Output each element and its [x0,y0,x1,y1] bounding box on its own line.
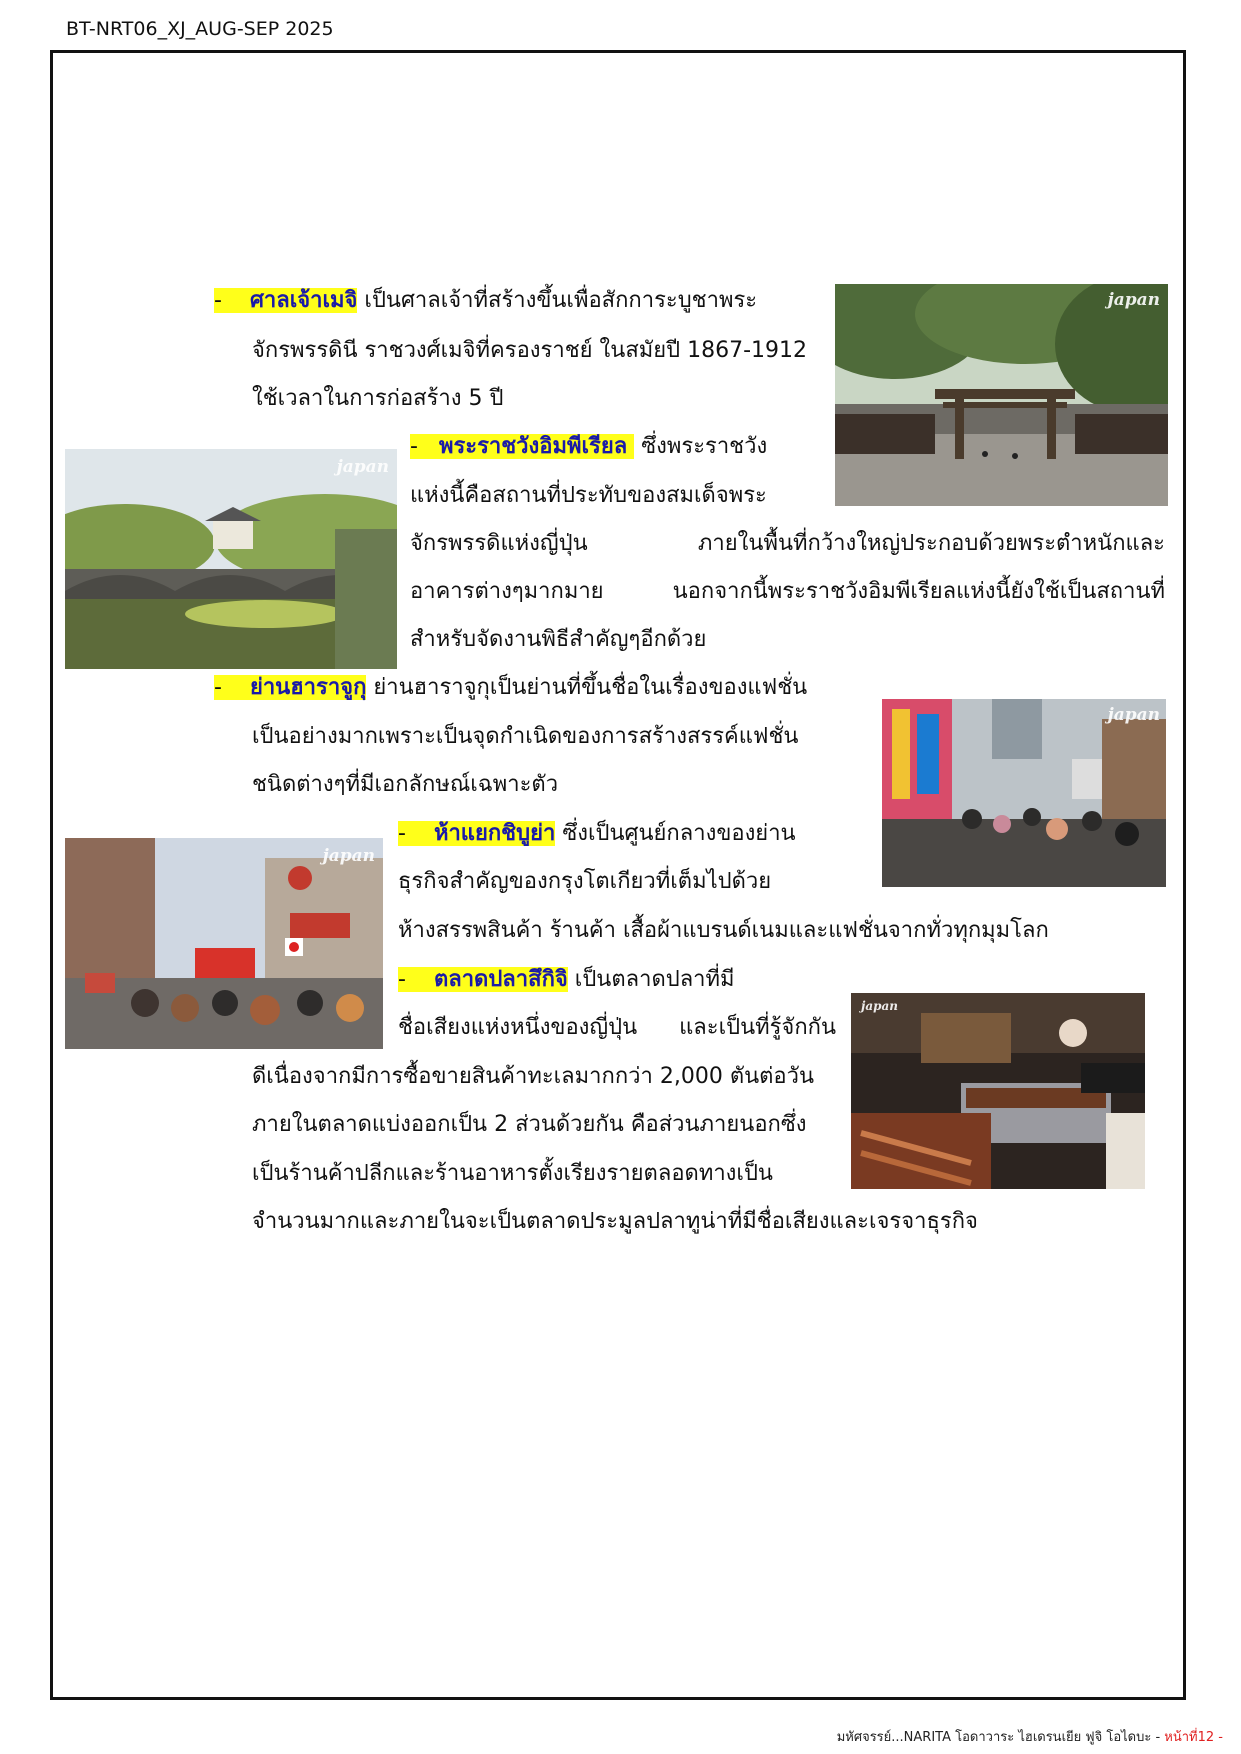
text-imperial-line-3: จักรพรรดิแห่งญี่ปุ่น ภายในพื้นที่กว้างใหญ่ประกอบด้วยพระตำหนักและ [410,531,1165,556]
text-tsukiji-line-5: เป็นร้านค้าปลีกและร้านอาหารตั้งเรียงรายตลอดทางเป็น [252,1161,773,1186]
section-meiji-heading [214,287,757,315]
footer-text: มหัศจรรย์...NARITA โอดาวาระ ไฮเดรนเยีย ฟูจิ โอไดบะ - [836,1730,1165,1745]
watermark-shibuya: japan [322,846,375,866]
watermark-meiji: japan [1107,290,1160,310]
highlight-tsukiji: - ตลาดปลาสึกิจิ [398,967,568,992]
highlight-meiji: - ศาลเจ้าเมจิ [214,288,358,313]
text-tsukiji-line-2: ชื่อเสียงแห่งหนึ่งของญี่ปุ่น และเป็นที่รู้จักกัน [398,1015,836,1040]
photo-harajuku [882,699,1166,887]
text-tsukiji-line-1: เป็นตลาดปลาที่มี [574,967,735,992]
text-imperial-line-4: อาคารต่างๆมากมาย นอกจากนี้พระราชวังอิมพีเรียลแห่งนี้ยังใช้เป็นสถานที่ [410,579,1165,604]
section-harajuku-heading [214,674,807,702]
text-tsukiji-line-4: ภายในตลาดแบ่งออกเป็น 2 ส่วนด้วยกัน คือส่วนภายนอกซึ่ง [252,1112,807,1137]
text-meiji-line-3: ใช้เวลาในการก่อสร้าง 5 ปี [252,386,504,411]
text-harajuku-line-1: ย่านฮาราจูกุเป็นย่านที่ขึ้นชื่อในเรื่องของแฟชั่น [373,675,808,700]
watermark-tsukiji: japan [861,999,899,1013]
section-shibuya-heading [398,820,796,848]
highlight-imperial: - พระราชวังอิมพีเรียล [410,434,634,459]
text-tsukiji-line-6: จำนวนมากและภายในจะเป็นตลาดประมูลปลาทูน่าที่มีชื่อเสียงและเจรจาธุรกิจ [252,1209,978,1234]
text-harajuku-line-3: ชนิดต่างๆที่มีเอกลักษณ์เฉพาะตัว [252,772,559,797]
photo-meiji-shrine [835,284,1168,506]
watermark-harajuku: japan [1107,705,1160,725]
photo-shibuya [65,838,383,1049]
title-tsukiji: ตลาดปลาสึกิจิ [433,967,568,992]
title-meiji: ศาลเจ้าเมจิ [249,288,358,313]
highlight-shibuya: - ห้าแยกชิบูย่า [398,821,556,846]
text-shibuya-line-1: ซึ่งเป็นศูนย์กลางของย่าน [562,821,796,846]
text-imperial-line-1: ซึ่งพระราชวัง [641,434,768,459]
section-imperial-heading [410,433,767,461]
photo-tsukiji [851,993,1145,1189]
text-meiji-line-2: จักรพรรดินี ราชวงศ์เมจิที่ครองราชย์ ในสมัยปี 1867-1912 [252,338,808,363]
text-harajuku-line-2: เป็นอย่างมากเพราะเป็นจุดกำเนิดของการสร้างสรรค์แฟชั่น [252,724,799,749]
text-tsukiji-line-3: ดีเนื่องจากมีการซื้อขายสินค้าทะเลมากกว่า 2,000 ตันต่อวัน [252,1064,815,1089]
text-meiji-line-1: เป็นศาลเจ้าที่สร้างขึ้นเพื่อสักการะบูชาพระ [364,288,758,313]
highlight-harajuku: - ย่านฮาราจูกุ [214,675,367,700]
text-imperial-line-5: สำหรับจัดงานพิธีสำคัญๆอีกด้วย [410,627,707,652]
section-tsukiji-heading [398,966,735,994]
footer-page-number: หน้าที่12 - [1164,1730,1223,1745]
text-imperial-line-2: แห่งนี้คือสถานที่ประทับของสมเด็จพระ [410,483,767,508]
title-shibuya: ห้าแยกชิบูย่า [433,821,556,846]
photo-imperial-palace [65,449,397,669]
text-shibuya-line-2: ธุรกิจสำคัญของกรุงโตเกียวที่เต็มไปด้วย [398,869,772,894]
title-imperial: พระราชวังอิมพีเรียล [438,434,628,459]
watermark-imperial: japan [336,457,389,477]
page-footer [837,1726,1223,1747]
title-harajuku: ย่านฮาราจูกุ [249,675,367,700]
text-shibuya-line-3: ห้างสรรพสินค้า ร้านค้า เสื้อผ้าแบรนด์เนมและแฟชั่นจากทั่วทุกมุมโลก [398,918,1049,943]
document-code: BT-NRT06_XJ_AUG-SEP 2025 [66,18,334,40]
